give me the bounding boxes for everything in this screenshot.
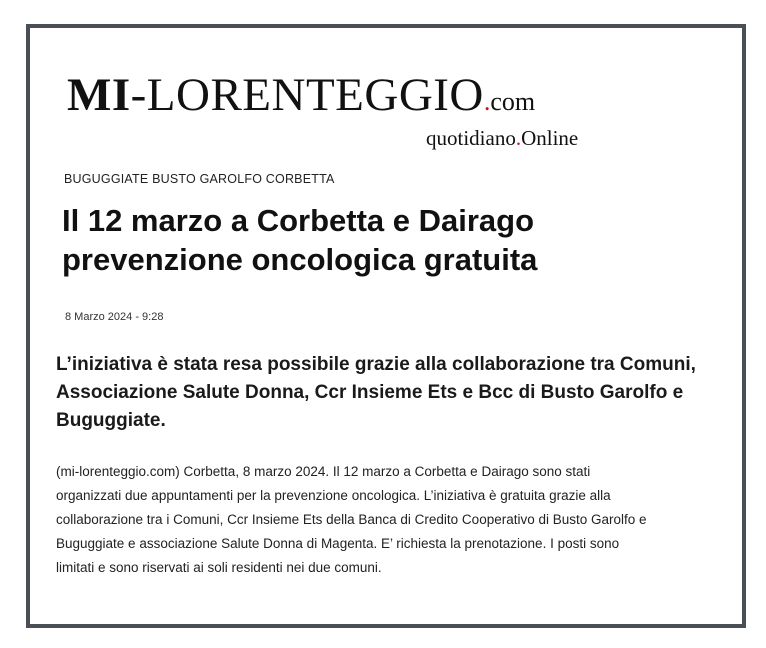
logo-bold-text: MI: [67, 69, 131, 121]
tagline-left: quotidiano: [426, 126, 516, 150]
site-logo[interactable]: [67, 69, 536, 121]
article-card: [26, 24, 746, 628]
article-body: [56, 460, 746, 580]
logo-com-text: com: [490, 87, 536, 116]
article-categories[interactable]: BUGUGGIATE BUSTO GAROLFO CORBETTA: [64, 172, 335, 186]
body-line: Buguggiate e associazione Salute Donna di Magenta. E’ richiesta la prenotazione. I posti sono: [56, 536, 620, 551]
article-lead: L’iniziativa è stata resa possibile grazie alla collaborazione tra Comuni, Associazione Salute Donna, Ccr Insieme Ets e Bcc di Busto Garolfo e Buguggiate.: [56, 354, 696, 431]
logo-red-dot: .: [483, 87, 491, 116]
tagline-right: Online: [521, 126, 579, 150]
article-title: Il 12 marzo a Corbetta e Dairago prevenzione oncologica gratuita: [62, 203, 538, 277]
tagline-red-dot: .: [515, 126, 522, 150]
body-line: collaborazione tra i Comuni, Ccr Insieme Ets della Banca di Credito Cooperativo di Busto Garolfo e: [56, 512, 647, 527]
logo-tagline: [426, 126, 578, 151]
body-line: limitati e sono riservati ai soli residenti nei due comuni.: [56, 560, 382, 575]
article-date: 8 Marzo 2024 - 9:28: [65, 311, 164, 323]
logo-main-text: -LORENTEGGIO: [130, 69, 484, 121]
body-line: (mi-lorenteggio.com) Corbetta, 8 marzo 2024. Il 12 marzo a Corbetta e Dairago sono stati: [56, 464, 591, 479]
body-line: organizzati due appuntamenti per la prevenzione oncologica. L’iniziativa è gratuita grazie alla: [56, 488, 611, 503]
